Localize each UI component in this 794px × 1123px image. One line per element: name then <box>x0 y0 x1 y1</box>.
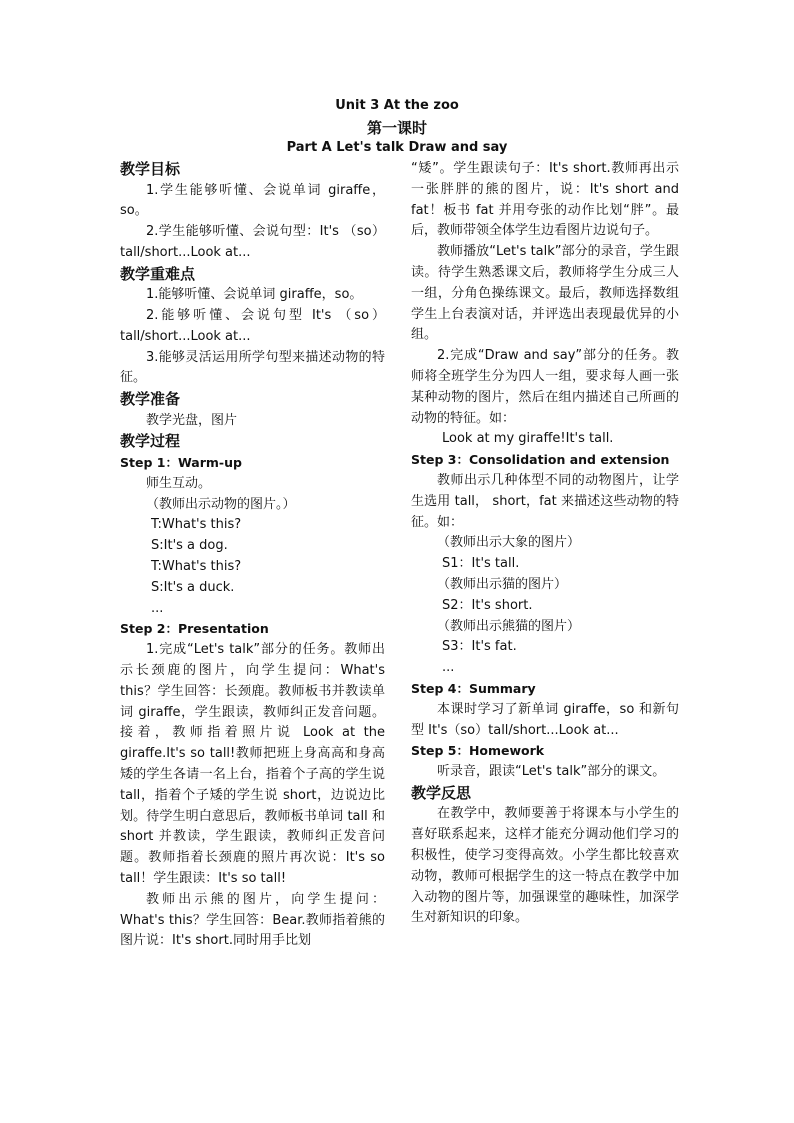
goal-item: 1.学生能够听懂、会说单词 giraffe，so。 <box>120 182 385 219</box>
dialogue-line: T:What's this? <box>151 558 242 574</box>
section-heading-reflection: 教学反思 <box>411 783 472 802</box>
dialogue-line: S2：It's short. <box>442 597 533 613</box>
paragraph: 听录音，跟读“Let's talk”部分的课文。 <box>437 764 666 780</box>
key-point-item: 2.能够听懂、会说句型 It's （so） tall/short...Look at... <box>120 307 385 344</box>
paragraph: （教师出示动物的图片。） <box>146 496 296 512</box>
paragraph: 1.完成“Let's talk”部分的任务。教师出示长颈鹿的图片，向学生提问：What's this？学生回答：长颈鹿。教师板书并教读单词 giraffe，学生跟读，教师纠正发音问题。接着，教师指着照片说 Look at the giraffe.It's so tall!教师把班上身高高和身高矮的学生各请一名上台，指着个子高的学生说 tall，指着个子矮的学生说 short，边说边比划。待学生明白意思后，教师板书单词 tall 和 short 并教读，学生跟读，教师纠正发音问题。教师指着长颈鹿的照片再次说：It's so tall！学生跟读：It's so tall! <box>120 642 385 886</box>
paragraph: 在教学中，教师要善于将课本与小学生的喜好联系起来，这样才能充分调动他们学习的积极性，使学习变得高效。小学生都比较喜欢动物，教师可根据学生的这一特点在教学中加入动物的图片等，加强课堂的趣味性，加深学生对新知识的印象。 <box>411 806 679 926</box>
unit-title: Unit 3 At the zoo <box>335 98 459 113</box>
section-heading-goals: 教学目标 <box>120 160 181 178</box>
left-column <box>120 159 385 952</box>
section-heading-preparation: 教学准备 <box>120 390 181 409</box>
paragraph: 本课时学习了新单词 giraffe，so 和新句型 It's（so）tall/short...Look at... <box>411 701 679 738</box>
step-heading: Step 1：Warm-up <box>120 454 242 470</box>
dialogue-line: ... <box>151 600 164 616</box>
paragraph: （教师出示猫的图片） <box>437 576 568 592</box>
paragraph: “矮”。学生跟读句子：It's short.教师再出示一张胖胖的熊的图片，说：It's short and fat！板书 fat 并用夸张的动作比划“胖”。最后，教师带领全体学生边看图片边说句子。 <box>411 161 679 239</box>
step-heading: Step 2：Presentation <box>120 621 269 637</box>
dialogue-line: S3：It's fat. <box>442 639 517 655</box>
step-heading: Step 4：Summary <box>411 680 536 696</box>
dialogue-line: S:It's a duck. <box>151 579 235 595</box>
dialogue-line: T:What's this? <box>151 517 242 533</box>
lesson-title: 第一课时 <box>366 119 427 137</box>
example-line: Look at my giraffe!It's tall. <box>442 431 614 447</box>
paragraph: 教师播放“Let's talk”部分的录音，学生跟读。待学生熟悉课文后，教师将学生分成三人一组，分角色操练课文。最后，教师选择数组学生上台表演对话，并评选出表现最优异的小组。 <box>411 244 679 343</box>
step-heading: Step 3：Consolidation and extension <box>411 452 670 468</box>
part-title: Part A Let's talk Draw and say <box>286 140 508 155</box>
dialogue-line: S:It's a dog. <box>151 538 228 554</box>
goal-item: 2.学生能够听懂、会说句型：It's （so）tall/short...Look at... <box>120 224 385 260</box>
key-point-item: 1.能够听懂、会说单词 giraffe，so。 <box>146 287 363 303</box>
dialogue-line: ... <box>442 660 455 676</box>
step-heading: Step 5：Homework <box>411 743 545 759</box>
dialogue-line: S1：It's tall. <box>442 556 520 572</box>
key-point-item: 3.能够灵活运用所学句型来描述动物的特征。 <box>120 349 385 386</box>
preparation-text: 教学光盘，图片 <box>146 412 238 428</box>
paragraph: （教师出示大象的图片） <box>437 535 581 551</box>
section-heading-key-points: 教学重难点 <box>120 264 196 283</box>
paragraph: 师生互动。 <box>146 475 212 491</box>
paragraph: 2.完成“Draw and say”部分的任务。教师将全班学生分为四人一组，要求每人画一张某种动物的图片，然后在组内描述自己所画的动物的特征。如： <box>411 348 679 426</box>
paragraph: （教师出示熊猫的图片） <box>437 618 581 634</box>
paragraph: 教师出示熊的图片，向学生提问：What's this？学生回答：Bear.教师指着熊的图片说：It's short.同时用手比划 <box>120 891 385 949</box>
section-heading-process: 教学过程 <box>120 432 181 451</box>
right-column <box>411 159 679 929</box>
paragraph: 教师出示几种体型不同的动物图片，让学生选用 tall， short，fat 来描述这些动物的特征。如： <box>411 472 679 530</box>
